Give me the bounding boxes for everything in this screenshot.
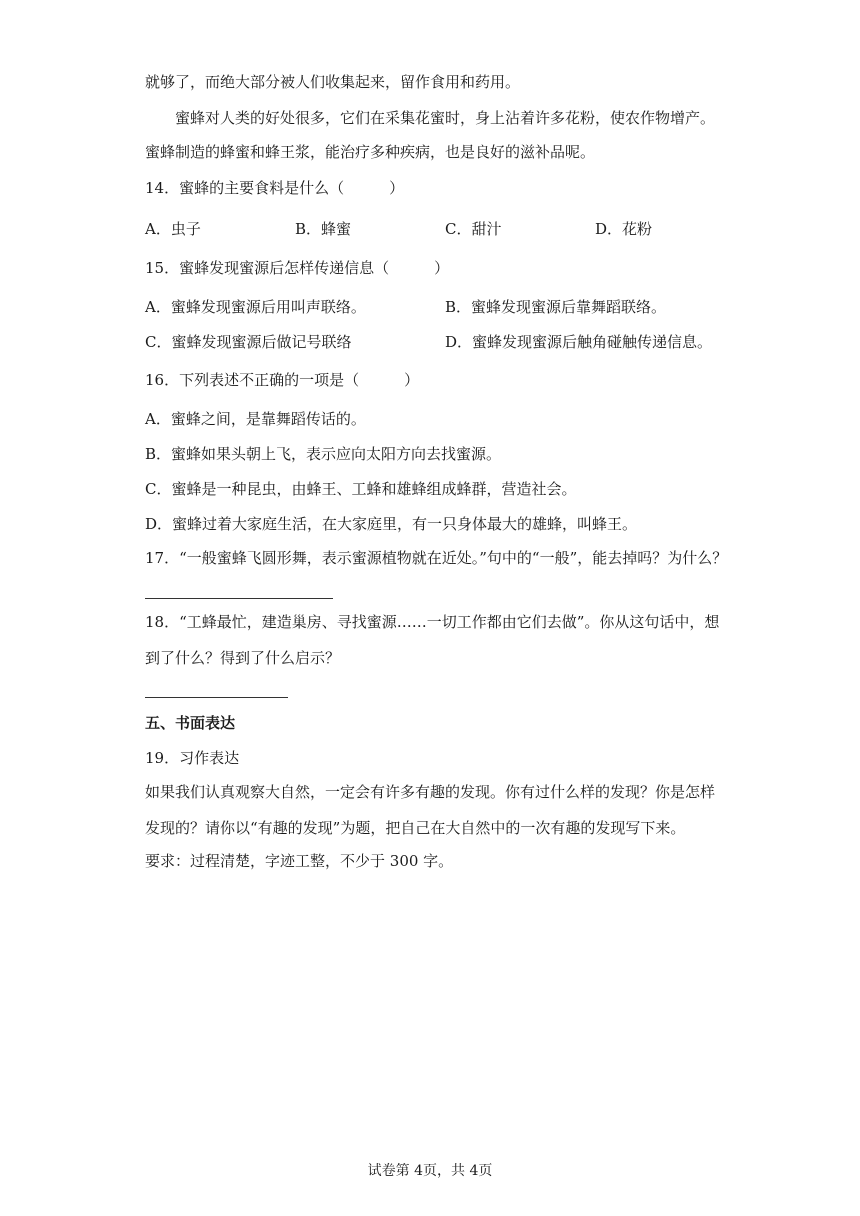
question-14-option-b[interactable]: B．蜂蜜 xyxy=(295,220,352,238)
passage-line-2: 蜜蜂对人类的好处很多，它们在采集花蜜时，身上沾着许多花粉，使农作物增产。 xyxy=(175,109,716,127)
page-footer: 试卷第 4页，共 4页 xyxy=(367,1163,493,1179)
passage-line-1: 就够了，而绝大部分被人们收集起来，留作食用和药用。 xyxy=(145,73,521,91)
question-14-stem: 14．蜜蜂的主要食料是什么（ ） xyxy=(145,179,405,197)
composition-prompt-line-2: 发现的？请你以“有趣的发现”为题，把自己在大自然中的一次有趣的发现写下来。 xyxy=(145,819,686,837)
question-15-option-c[interactable]: C．蜜蜂发现蜜源后做记号联络 xyxy=(145,333,352,351)
question-18-stem-line-2: 到了什么？得到了什么启示？ xyxy=(145,649,341,667)
question-18-stem-line-1: 18．“工蜂最忙，建造巢房、寻找蜜源……一切工作都由它们去做”。你从这句话中，想 xyxy=(145,613,720,631)
question-14-option-c[interactable]: C．甜汁 xyxy=(445,220,502,238)
question-15-option-b[interactable]: B．蜜蜂发现蜜源后靠舞蹈联络。 xyxy=(445,298,667,316)
question-14-option-a[interactable]: A．虫子 xyxy=(145,220,201,238)
question-16-option-b[interactable]: B．蜜蜂如果头朝上飞，表示应向太阳方向去找蜜源。 xyxy=(145,445,502,463)
question-15-option-a[interactable]: A．蜜蜂发现蜜源后用叫声联络。 xyxy=(145,298,366,316)
composition-requirement: 要求：过程清楚，字迹工整，不少于 300 字。 xyxy=(145,852,454,870)
question-17-answer-line[interactable] xyxy=(145,598,333,599)
question-16-option-d[interactable]: D．蜜蜂过着大家庭生活，在大家庭里，有一只身体最大的雄蜂，叫蜂王。 xyxy=(145,515,638,533)
question-16-option-a[interactable]: A．蜜蜂之间，是靠舞蹈传话的。 xyxy=(145,410,366,428)
question-16-stem: 16．下列表述不正确的一项是（ ） xyxy=(145,371,420,389)
question-15-stem: 15．蜜蜂发现蜜源后怎样传递信息（ ） xyxy=(145,259,450,277)
passage-line-3: 蜜蜂制造的蜂蜜和蜂王浆，能治疗多种疾病，也是良好的滋补品呢。 xyxy=(145,143,596,161)
question-16-option-c[interactable]: C．蜜蜂是一种昆虫，由蜂王、工蜂和雄蜂组成蜂群，营造社会。 xyxy=(145,480,577,498)
question-17-stem: 17．“一般蜜蜂飞圆形舞，表示蜜源植物就在近处。”句中的“一般”，能去掉吗？为什么？ xyxy=(145,549,728,567)
question-14-option-d[interactable]: D．花粉 xyxy=(595,220,653,238)
section-heading: 五、书面表达 xyxy=(145,714,236,732)
question-18-answer-line[interactable] xyxy=(145,697,288,698)
question-19-title: 19．习作表达 xyxy=(145,749,240,767)
question-15-option-d[interactable]: D．蜜蜂发现蜜源后触角碰触传递信息。 xyxy=(445,333,713,351)
composition-prompt-line-1: 如果我们认真观察大自然，一定会有许多有趣的发现。你有过什么样的发现？你是怎样 xyxy=(145,783,716,801)
